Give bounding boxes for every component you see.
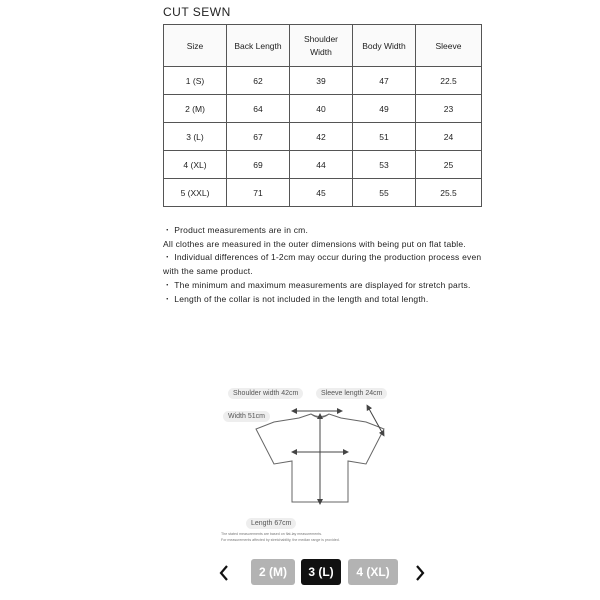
note-item: ・ Length of the collar is not included in the length and total length. bbox=[163, 293, 429, 304]
header-body-width: Body Width bbox=[353, 25, 416, 67]
table-header-row bbox=[164, 25, 482, 67]
fine-print-2: For measurements affected by stretchability, the median range is provided. bbox=[221, 538, 340, 542]
chevron-left-icon bbox=[218, 564, 230, 582]
header-sleeve: Sleeve bbox=[416, 25, 482, 67]
fine-print-1: The stated measurements are based on flat-lay measurements. bbox=[221, 532, 323, 536]
table-cell: 40 bbox=[290, 95, 353, 123]
table-row bbox=[164, 95, 482, 123]
measurement-illustration bbox=[216, 384, 406, 549]
table-cell: 53 bbox=[353, 151, 416, 179]
note-item: ・ Individual differences of 1-2cm may occur during the production process even with the same product. bbox=[163, 252, 482, 277]
table-cell: 49 bbox=[353, 95, 416, 123]
next-button[interactable] bbox=[410, 561, 430, 585]
note-item: ・ Product measurements are in cm. bbox=[163, 225, 309, 235]
table-cell: 51 bbox=[353, 123, 416, 151]
table-cell: 5 (XXL) bbox=[164, 179, 227, 207]
table-cell: 45 bbox=[290, 179, 353, 207]
header-size: Size bbox=[164, 25, 227, 67]
chevron-right-icon bbox=[414, 564, 426, 582]
prev-button[interactable] bbox=[214, 561, 234, 585]
table-cell: 55 bbox=[353, 179, 416, 207]
note-item: ・ The minimum and maximum measurements are displayed for stretch parts. bbox=[163, 279, 471, 290]
table-row bbox=[164, 151, 482, 179]
sleeve-length-label: Sleeve length 24cm bbox=[316, 388, 387, 399]
table-row bbox=[164, 67, 482, 95]
table-cell: 23 bbox=[416, 95, 482, 123]
size-pager bbox=[0, 559, 600, 589]
page-button-2m[interactable]: 2 (M) bbox=[251, 559, 295, 585]
table-cell: 1 (S) bbox=[164, 67, 227, 95]
measurement-notes bbox=[163, 224, 483, 306]
header-back-length: Back Length bbox=[227, 25, 290, 67]
header-shoulder-width: Shoulder Width bbox=[290, 25, 353, 67]
table-cell: 47 bbox=[353, 67, 416, 95]
table-cell: 25 bbox=[416, 151, 482, 179]
table-cell: 2 (M) bbox=[164, 95, 227, 123]
width-label: Width 51cm bbox=[223, 411, 270, 422]
page-button-4xl[interactable]: 4 (XL) bbox=[348, 559, 398, 585]
table-cell: 69 bbox=[227, 151, 290, 179]
table-cell: 44 bbox=[290, 151, 353, 179]
table-cell: 4 (XL) bbox=[164, 151, 227, 179]
page-button-3l-active[interactable]: 3 (L) bbox=[301, 559, 341, 585]
length-label: Length 67cm bbox=[246, 518, 296, 529]
table-cell: 39 bbox=[290, 67, 353, 95]
table-cell: 3 (L) bbox=[164, 123, 227, 151]
table-cell: 22.5 bbox=[416, 67, 482, 95]
table-row bbox=[164, 179, 482, 207]
sleeve-arrow bbox=[368, 407, 383, 434]
table-cell: 24 bbox=[416, 123, 482, 151]
table-cell: 64 bbox=[227, 95, 290, 123]
table-cell: 42 bbox=[290, 123, 353, 151]
size-chart-table bbox=[163, 24, 482, 207]
table-cell: 71 bbox=[227, 179, 290, 207]
tshirt-diagram bbox=[216, 384, 406, 549]
table-cell: 25.5 bbox=[416, 179, 482, 207]
table-cell: 67 bbox=[227, 123, 290, 151]
shoulder-width-label: Shoulder width 42cm bbox=[228, 388, 303, 399]
table-row bbox=[164, 123, 482, 151]
note-item: All clothes are measured in the outer dimensions with being put on flat table. bbox=[163, 238, 466, 249]
page-title: CUT SEWN bbox=[163, 5, 231, 19]
table-cell: 62 bbox=[227, 67, 290, 95]
